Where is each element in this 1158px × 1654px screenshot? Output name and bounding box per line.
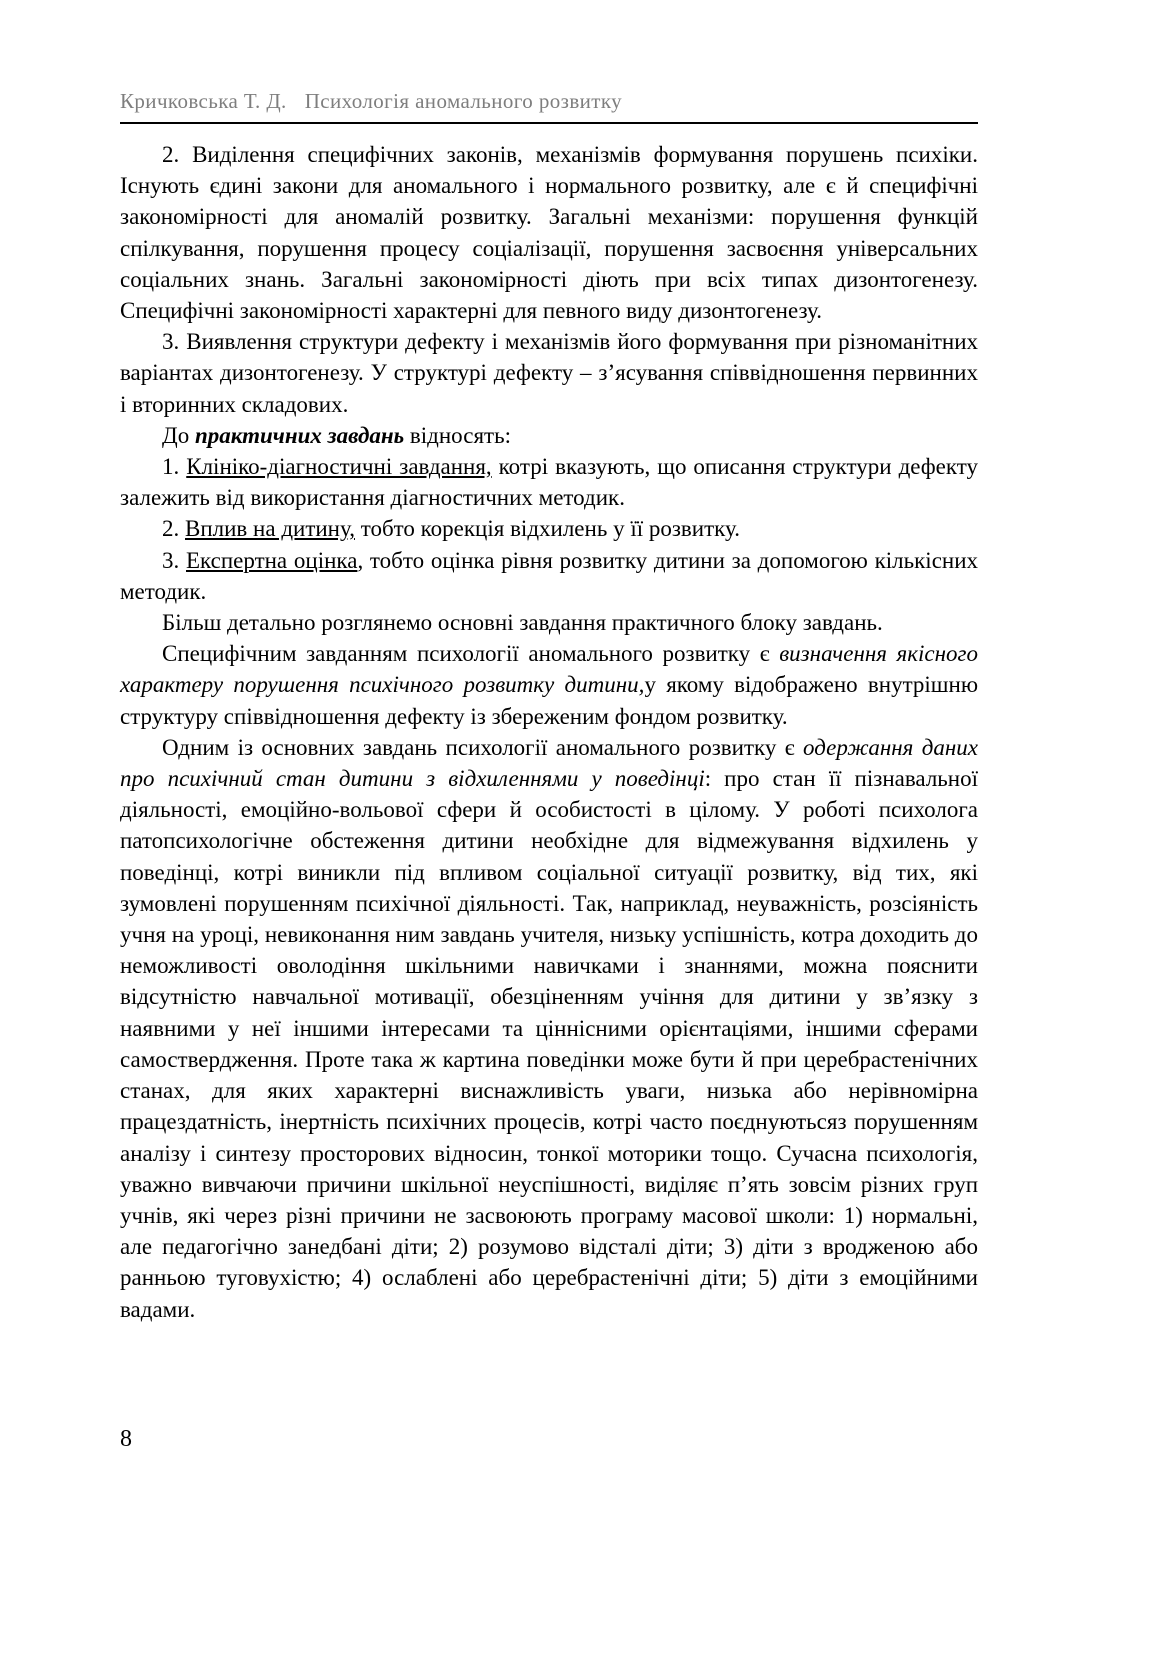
text-run: До [162,422,195,448]
paragraph [120,326,978,420]
running-header [120,88,978,114]
text-run: визначення якісного характеру порушення психічного розвитку дитини, [120,641,978,698]
text-run: , тобто оцінка рівня розвитку дитини за допомогою кількісних методик. [120,547,979,604]
paragraph [120,139,978,326]
paragraph [120,451,978,513]
text-run: : про стан її пізнавальної діяльності, емоційно-вольової сфери й особистості в цілому. У роботі психолога патопсихологічне обстеження дитини необхідне для відмежування відхилень у поведінці, котрі виникли під впливом соціальної ситуації розвитку, від тих, які зумовлені порушенням психічної діяльності. Так, наприклад, неуважність, розсіяність учня на уроці, невиконання ним завдань учителя, низьку успішність, котра доходить до неможливості оволодіння шкільними навичками і знаннями, можна пояснити відсутністю навчальної мотивації, обезціненням учіння для дитини у зв’язку з наявними у неї іншими інтересами та ціннісними орієнтаціями, іншими сферами самоствердження. Проте така ж картина поведінки може бути й при церебрастенічних станах, для яких характерні виснажливість уваги, низька або нерівномірна працездатність, інертність психічних процесів, котрі часто поєднуютьсяз порушенням аналізу і синтезу просторових відносин, тонкої моторики тощо. Сучасна психологія, уважно вивчаючи причини шкільної неуспішності, виділяє п’ять зовсім різних груп учнів, які через різні причини не засвоюють програму масової школи: 1) нормальні, але педагогічно занедбані діти; 2) розумово відсталі діти; 3) діти з вродженою або ранньою туговухістю; 4) ослаблені або церебрастенічні діти; 5) діти з емоційними вадами. [120,766,978,1322]
text-run: Клініко-діагностичні завдання, [186,454,492,480]
paragraph [120,545,978,607]
text-run: котрі вказують, що описання структури дефекту залежить від використання діагностичних методик. [120,454,978,511]
header-author: Кричковська Т. Д. [120,89,287,113]
paragraph [120,607,978,638]
page-body [120,139,978,1325]
text-run: Одним із основних завдань психології аномального розвитку є [162,734,803,760]
paragraph [120,638,978,732]
text-run: практичних завдань [194,422,405,448]
text-run: Специфічним завданням психології аномального розвитку є [162,641,780,667]
text-run: тобто корекція відхилень у її розвитку. [354,516,740,542]
paragraph [120,513,978,544]
text-run: відносять: [404,422,511,448]
text-run: 3. [162,547,186,573]
header-book-title: Психологія аномального розвитку [304,89,623,113]
text-run: 2. Виділення специфічних законів, механізмів формування порушень психіки. Існують єдині закони для аномального і нормального розвитку, але є й специфічні закономірності для аномалій розвитку. Загальні механізми: порушення функцій спілкування, порушення процесу соціалізації, порушення засвоєння універсальних соціальних знань. Загальні закономірності діють при всіх типах дизонтогенезу. Специфічні закономірності характерні для певного виду дизонтогенезу. [120,142,978,324]
text-run: Більш детально розглянемо основні завдання практичного блоку завдань. [162,610,883,636]
paragraph [120,420,978,451]
text-run: у якому відображено внутрішню структуру співвідношення дефекту із збереженим фондом розвитку. [120,672,978,729]
text-run: Експертна оцінка [186,547,358,573]
page-number: 8 [120,1426,132,1452]
text-run: Вплив на дитину, [185,516,355,542]
text-run: 2. [162,516,185,542]
header-rule [120,122,978,124]
text-run: одержання даних про психічний стан дитини з відхиленнями у поведінці [120,734,978,792]
text-run: 1. [162,454,187,480]
paragraph [120,732,978,1325]
text-run: 3. Виявлення структури дефекту і механізмів його формування при різноманітних варіантах дизонтогенезу. У структурі дефекту – з’ясування співвідношення первинних і вторинних складових. [120,329,978,417]
